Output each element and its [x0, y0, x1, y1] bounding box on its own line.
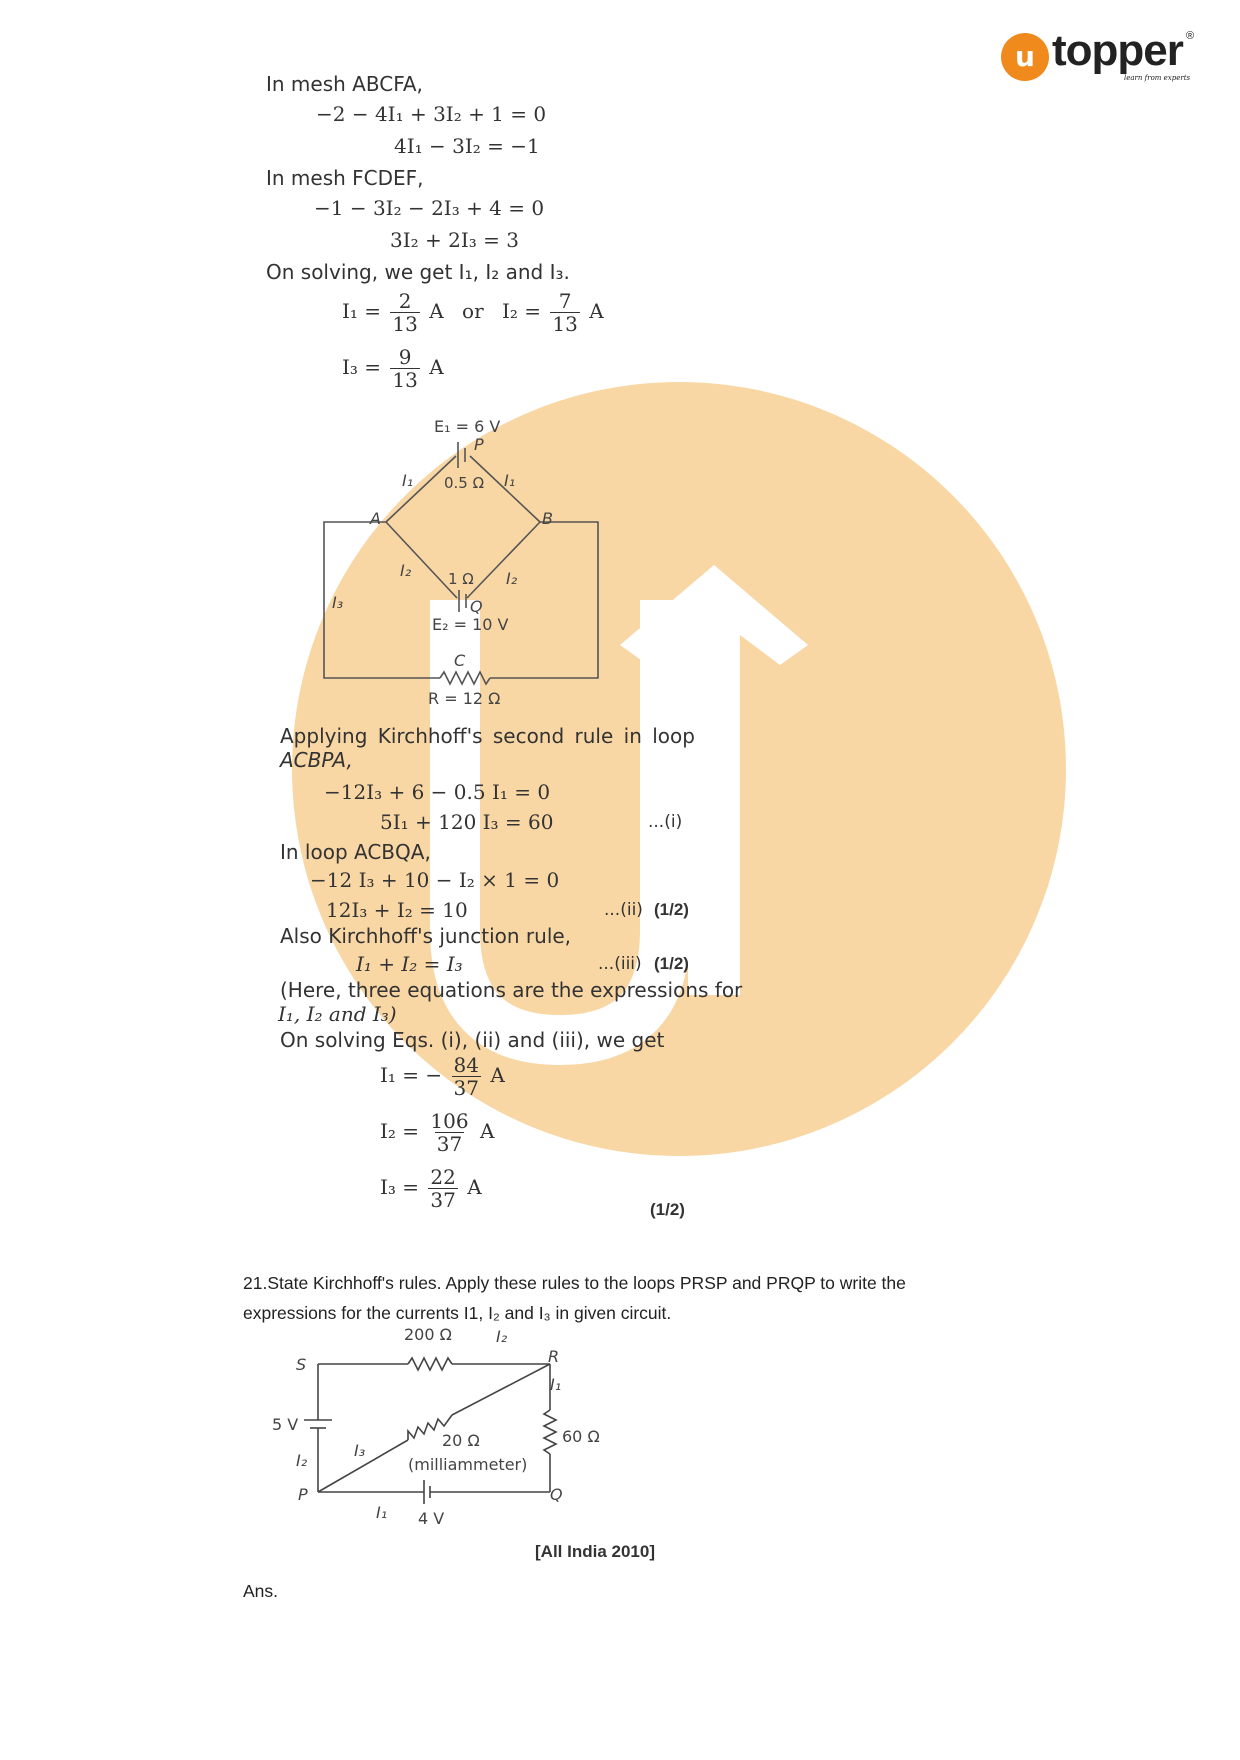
marks-badge: (1/2): [650, 1200, 685, 1219]
fraction: $\frac{9}{13}$: [392, 345, 418, 392]
r20-label: 20 Ω: [442, 1431, 480, 1450]
circuit-diagram-2: [0, 1320, 1240, 1540]
equation-tag-iii: ...(iii): [598, 954, 642, 974]
node-s-label: S: [296, 1355, 307, 1374]
or-text: or: [462, 299, 484, 323]
node-p-label: P: [298, 1485, 308, 1504]
r60-label: 60 Ω: [562, 1427, 600, 1446]
equation-tag-i: ...(i): [648, 812, 683, 832]
result-lhs: I₁ = −: [380, 1063, 443, 1087]
apply-rule-text: Applying Kirchhoff's second rule in loop: [280, 724, 695, 748]
svg-text:u: u: [1015, 40, 1035, 73]
mesh1-equation-2: 4I₁ − 3I₂ = −1: [394, 134, 540, 158]
result-i3-37: [380, 1166, 482, 1211]
marks-badge: (1/2): [654, 954, 689, 973]
i3-label: I₃: [354, 1441, 366, 1460]
fraction: $\frac{22}{37}$: [430, 1165, 456, 1212]
note-line-2: I₁, I₂ and I₃): [278, 1002, 397, 1026]
node-b-label: B: [542, 509, 553, 528]
v5-label: 5 V: [272, 1415, 299, 1434]
junction-equation: I₁ + I₂ = I₃: [356, 952, 463, 976]
result-lhs: I₃ =: [342, 355, 382, 379]
result-lhs: I₂ =: [502, 299, 542, 323]
unit: A: [467, 1175, 482, 1199]
i2-top-label: I₂: [496, 1327, 508, 1346]
question-21-line-1: 21.State Kirchhoff's rules. Apply these rules to the loops PRSP and PRQP to write the: [243, 1273, 906, 1293]
unit: A: [429, 355, 444, 379]
registered-mark: ®: [1186, 30, 1195, 42]
r-05-label: 0.5 Ω: [444, 474, 485, 492]
node-q-label: Q: [550, 1485, 563, 1504]
loop2-equation-a: −12 I₃ + 10 − I₂ × 1 = 0: [310, 868, 560, 892]
fraction: $\frac{84}{37}$: [453, 1053, 479, 1100]
r200-label: 200 Ω: [404, 1325, 452, 1344]
citation: [All India 2010]: [535, 1542, 655, 1561]
fraction: $\frac{2}{13}$: [392, 289, 418, 336]
r-1-label: 1 Ω: [448, 570, 474, 588]
brand-tagline: learn from experts: [1124, 74, 1191, 82]
loop2-equation-b: 12I₃ + I₂ = 10: [326, 898, 468, 922]
solving-statement: On solving, we get I₁, I₂ and I₃.: [266, 260, 570, 284]
fraction: $\frac{106}{37}$: [430, 1109, 469, 1156]
i1-bottom-label: I₁: [376, 1503, 388, 1522]
brand-name: topper: [1052, 26, 1183, 75]
v4-label: 4 V: [418, 1509, 445, 1528]
node-a-label: A: [370, 509, 381, 528]
result-lhs: I₁ =: [342, 299, 382, 323]
node-r-label: R: [548, 1347, 560, 1366]
loop1-equation-b: 5I₁ + 120 I₃ = 60: [380, 810, 554, 834]
loop1-equation-a: −12I₃ + 6 − 0.5 I₁ = 0: [324, 780, 551, 804]
equation-tag-ii: ...(ii): [604, 900, 643, 920]
unit: A: [479, 1119, 495, 1143]
node-c-label: C: [454, 651, 466, 670]
e2-label: E₂ = 10 V: [432, 615, 509, 634]
mesh2-intro: In mesh FCDEF,: [266, 166, 424, 190]
mesh1-equation-1: −2 − 4I₁ + 3I₂ + 1 = 0: [316, 102, 547, 126]
loop1-name: ACBPA,: [280, 748, 353, 772]
loop2-intro: In loop ACBQA,: [280, 840, 431, 864]
mesh1-intro: In mesh ABCFA,: [266, 72, 423, 96]
i1-right-label: I₁: [550, 1375, 562, 1394]
answer-label: Ans.: [243, 1581, 279, 1601]
mesh2-equation-2: 3I₂ + 2I₃ = 3: [390, 228, 519, 252]
i3-label: I₃: [332, 593, 344, 612]
i2-left-label: I₂: [400, 561, 412, 580]
result-lhs: I₃ =: [380, 1175, 420, 1199]
unit: A: [589, 299, 604, 323]
circuit-diagram-1: [0, 0, 1240, 720]
i2-left-label: I₂: [296, 1451, 308, 1470]
result-i1-37: [380, 1054, 505, 1099]
unit: A: [490, 1063, 505, 1087]
marks-badge: (1/2): [654, 900, 689, 919]
node-p-label: P: [474, 435, 484, 454]
unit: A: [429, 299, 444, 323]
note-line-1: (Here, three equations are the expressions for: [280, 978, 743, 1002]
node-q-label: Q: [470, 597, 483, 616]
question-21-line-2: expressions for the currents I1, I₂ and I₃ in given circuit.: [243, 1303, 672, 1323]
result-lhs: I₂ =: [380, 1119, 420, 1143]
fraction: $\frac{7}{13}$: [552, 289, 578, 336]
i2-right-label: I₂: [506, 569, 518, 588]
junction-rule-text: Also Kirchhoff's junction rule,: [280, 924, 572, 948]
i1-right-label: I₁: [504, 471, 516, 490]
mesh2-equation-1: −1 − 3I₂ − 2I₃ + 4 = 0: [314, 196, 545, 220]
solving-eqs-text: On solving Eqs. (i), (ii) and (iii), we get: [280, 1028, 665, 1052]
r-12-label: R = 12 Ω: [428, 689, 501, 708]
e1-label: E₁ = 6 V: [434, 417, 501, 436]
milliammeter-label: (milliammeter): [408, 1455, 528, 1474]
result-i2-37: [380, 1110, 494, 1155]
i1-left-label: I₁: [402, 471, 414, 490]
